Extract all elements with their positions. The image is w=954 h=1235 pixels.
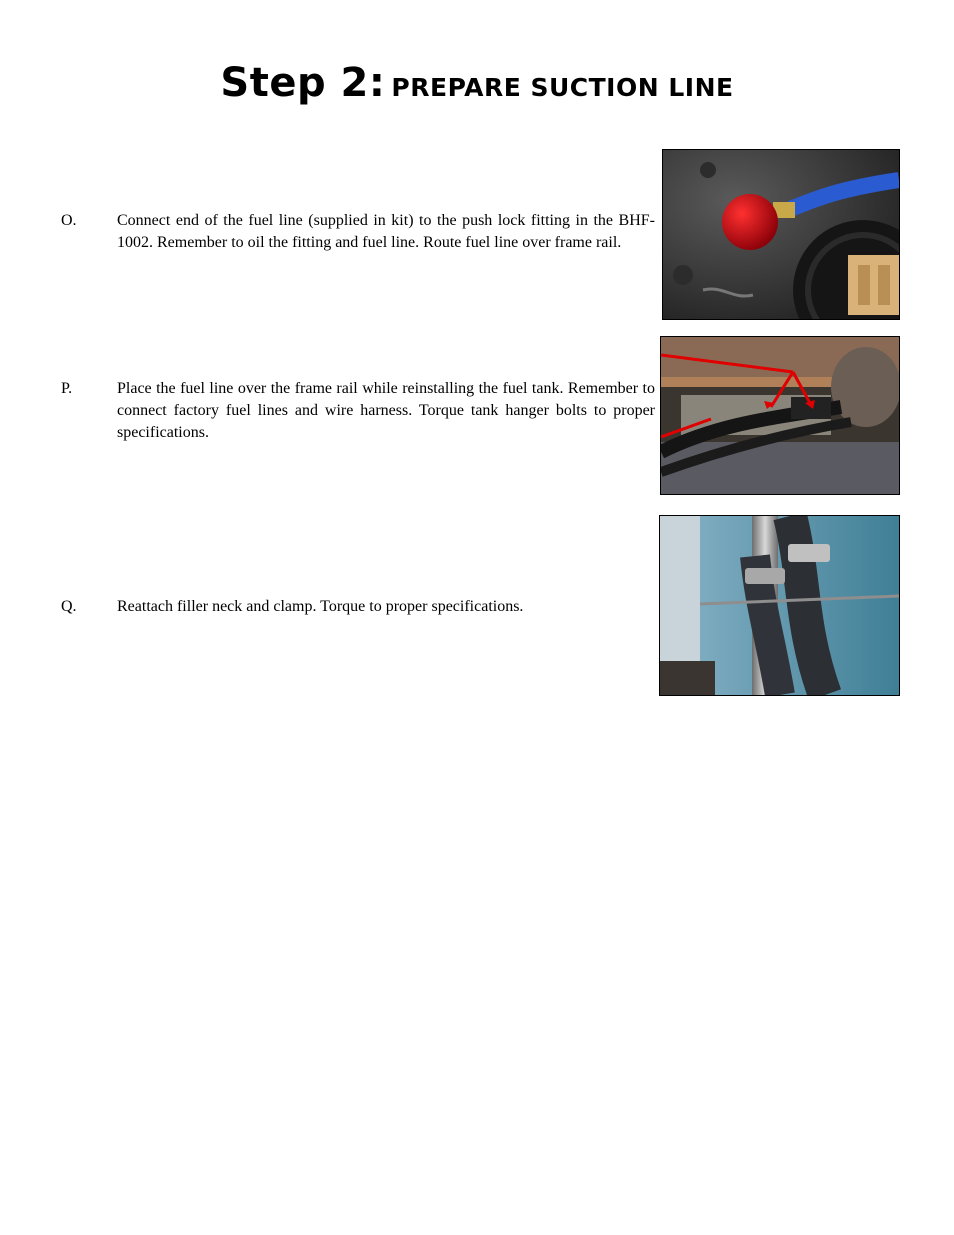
- step-text: Place the fuel line over the frame rail while reinstalling the fuel tank. Remember to connect factory fuel lines and wire harness. Torque tank hanger bolts to proper specifications.: [117, 380, 655, 441]
- title-step: Step 2:: [220, 60, 386, 106]
- step-letter: O.: [61, 212, 77, 229]
- step-letter: P.: [61, 380, 73, 397]
- title-subtitle: PREPARE SUCTION LINE: [391, 73, 734, 102]
- page-title: [0, 60, 954, 106]
- fuel-line-fitting-photo: [662, 149, 900, 320]
- step-text: Connect end of the fuel line (supplied in kit) to the push lock fitting in the BHF-1002. Remember to oil the fitting and fuel line. Route fuel line over frame rail.: [117, 212, 655, 251]
- step-letter: Q.: [61, 598, 77, 615]
- filler-neck-clamp-photo: [659, 515, 900, 696]
- frame-rail-fuel-lines-photo: [660, 336, 900, 495]
- step-item-p: [61, 378, 655, 444]
- step-item-o: [61, 210, 655, 254]
- step-text: Reattach filler neck and clamp. Torque to proper specifications.: [117, 598, 524, 615]
- step-item-q: [61, 596, 655, 618]
